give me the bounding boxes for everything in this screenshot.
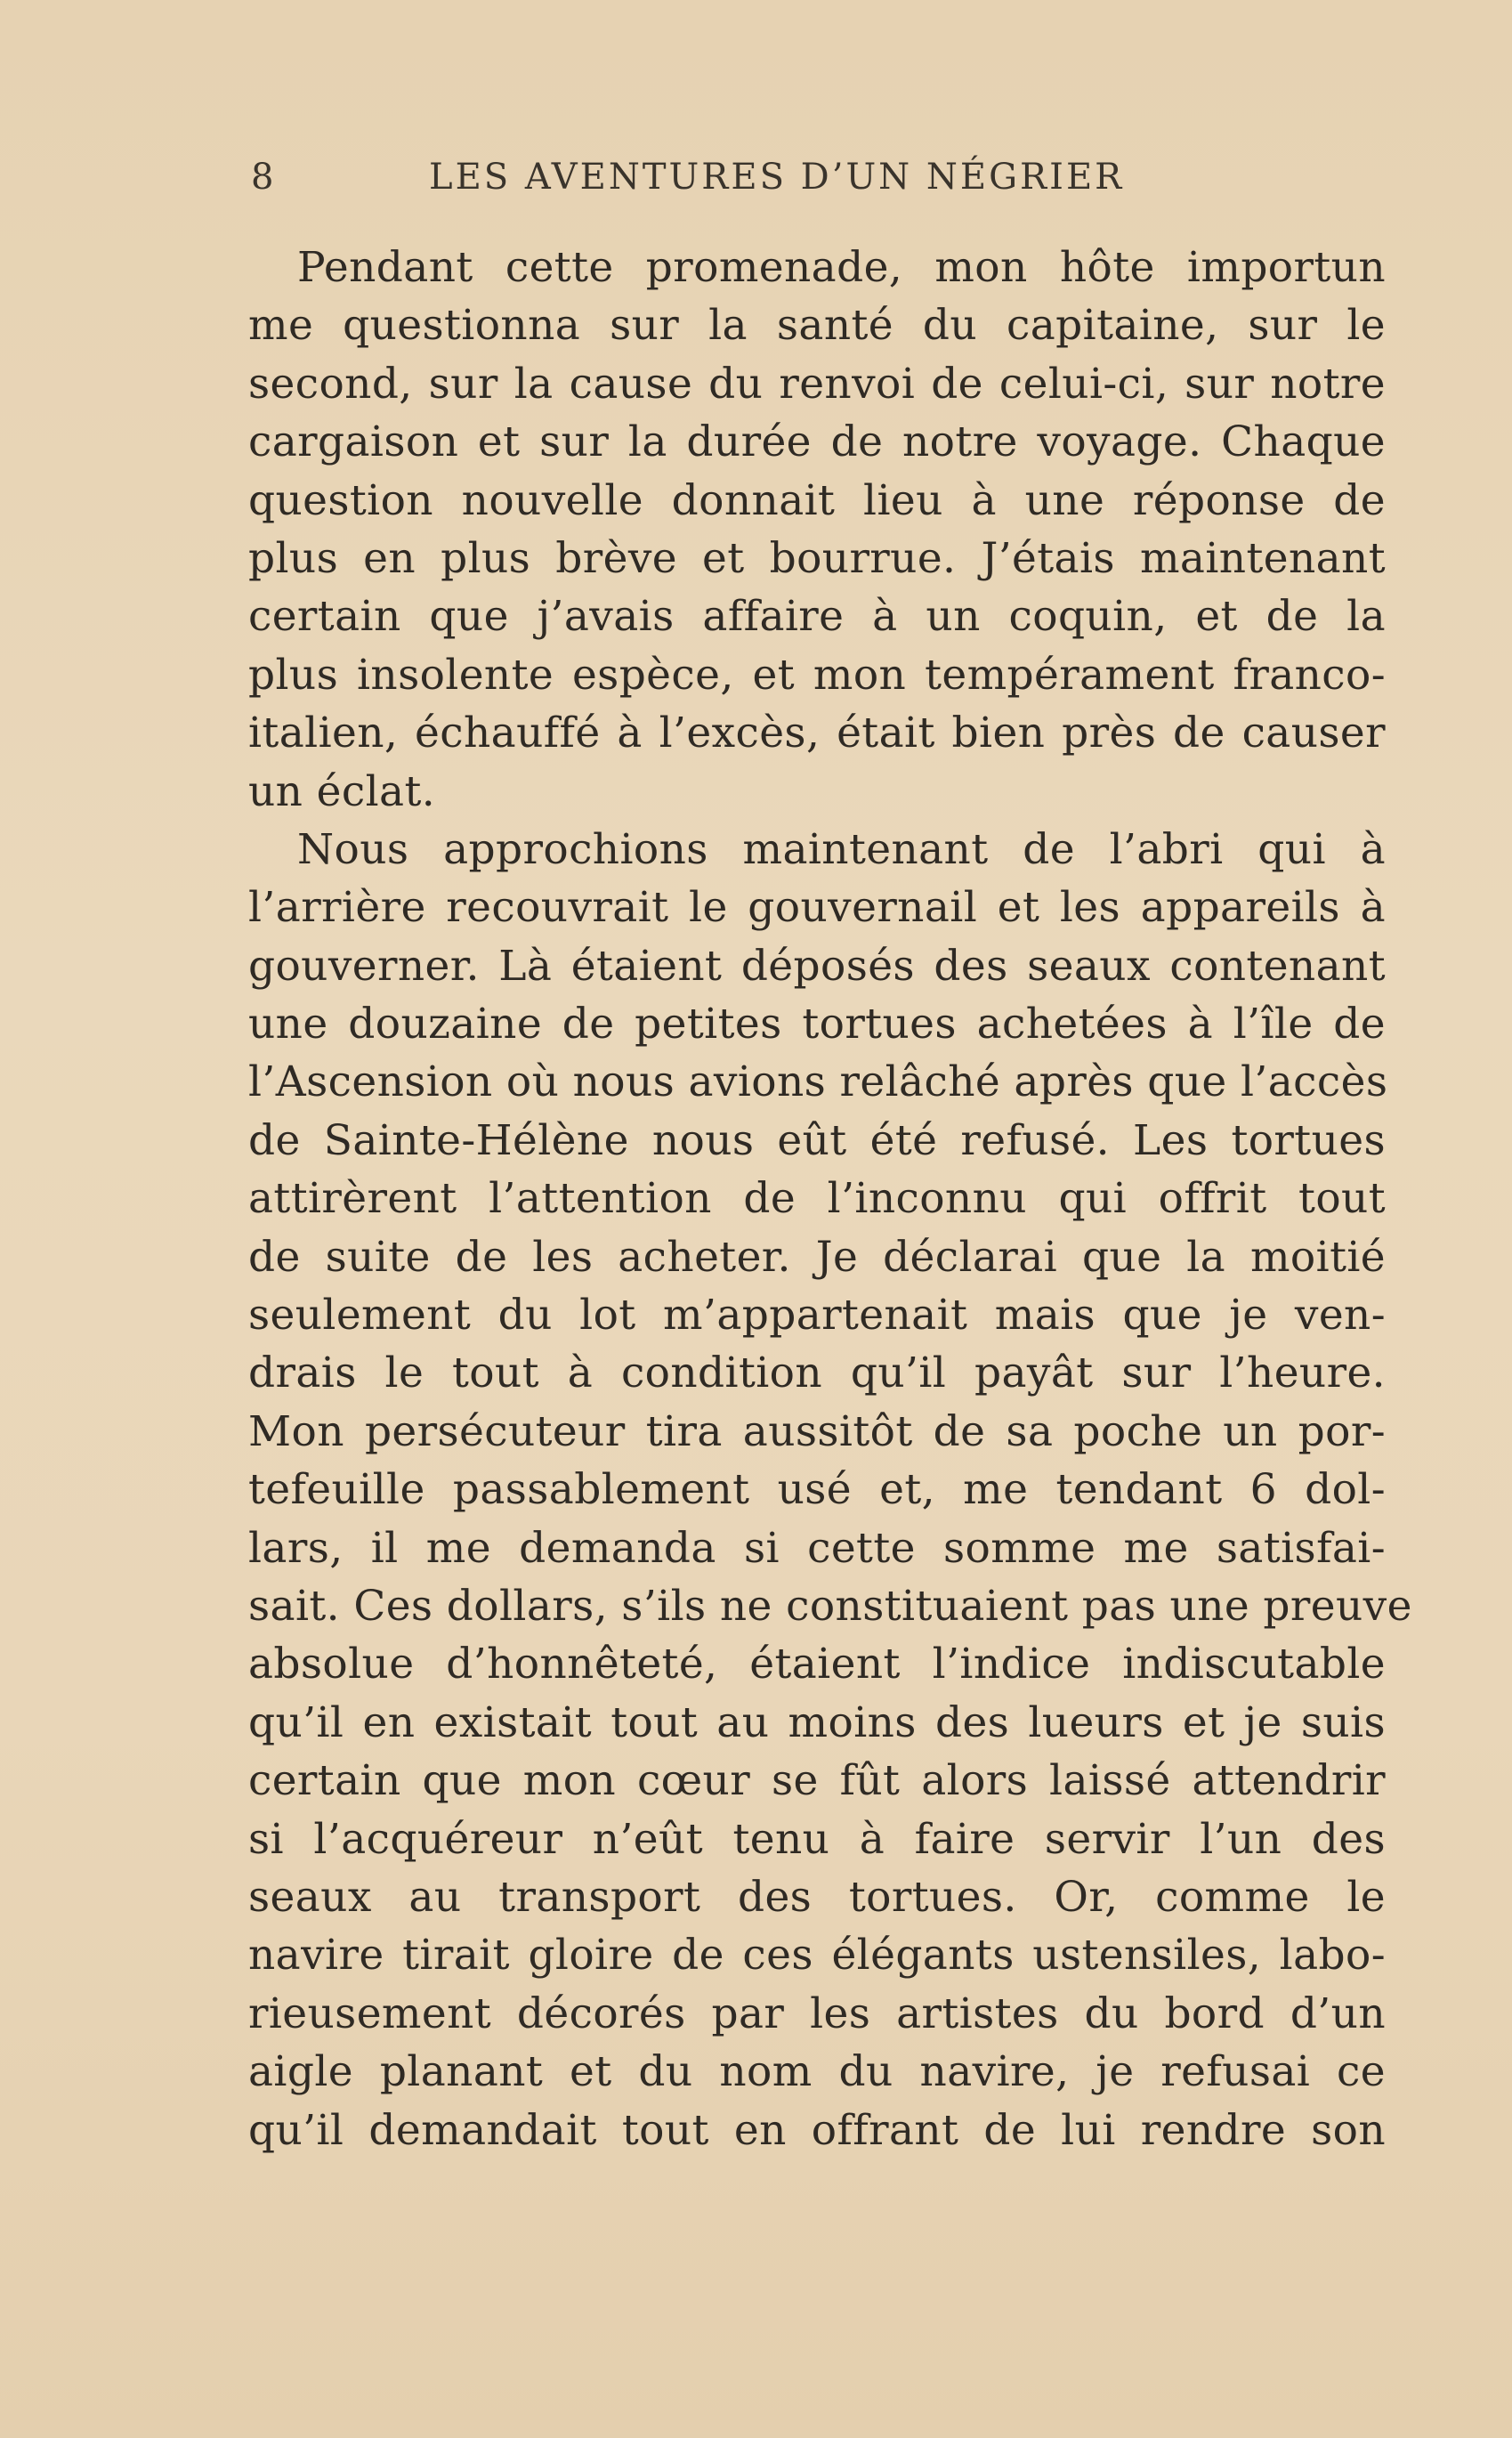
text-line: un éclat.	[248, 766, 436, 816]
text-line: l’arrière recouvrait le gouvernail et les appareils à	[248, 883, 1386, 933]
text-line: certain que mon cœur se fût alors laissé attendrir	[248, 1756, 1386, 1806]
text-line: me questionna sur la santé du capitaine, sur le	[248, 301, 1386, 351]
text-line: cargaison et sur la durée de notre voyage. Chaque	[248, 417, 1386, 467]
text-line: plus insolente espèce, et mon tempérament franco-	[248, 650, 1386, 700]
text-line: qu’il demandait tout en offrant de lui rendre son	[248, 2105, 1386, 2155]
text-line: lars, il me demanda si cette somme me satisfai-	[248, 1523, 1386, 1573]
text-line: si l’acquéreur n’eût tenu à faire servir l’un des	[248, 1814, 1386, 1864]
text-line: Pendant cette promenade, mon hôte importun	[297, 243, 1386, 292]
text-line: absolue d’honnêteté, étaient l’indice indiscutable	[248, 1640, 1386, 1689]
text-line: second, sur la cause du renvoi de celui-ci, sur notre	[248, 359, 1386, 409]
text-line: plus en plus brève et bourrue. J’étais maintenant	[248, 533, 1386, 583]
text-line: gouverner. Là étaient déposés des seaux contenant	[248, 941, 1386, 991]
text-line: seaux au transport des tortues. Or, comme le	[248, 1872, 1386, 1922]
text-line: Nous approchions maintenant de l’abri qui à	[297, 824, 1386, 874]
text-line: aigle planant et du nom du navire, je refusai ce	[248, 2047, 1386, 2097]
text-line: Mon persécuteur tira aussitôt de sa poche un por-	[248, 1406, 1386, 1456]
running-title: LES AVENTURES D’UN NÉGRIER	[429, 157, 1125, 198]
text-line: sait. Ces dollars, s’ils ne constituaient pas une preuve	[248, 1581, 1412, 1631]
text-line: de suite de les acheter. Je déclarai que la moitié	[248, 1232, 1386, 1282]
text-line: qu’il en existait tout au moins des lueurs et je suis	[248, 1697, 1386, 1747]
text-line: question nouvelle donnait lieu à une réponse de	[248, 475, 1386, 525]
text-line: de Sainte-Hélène nous eût été refusé. Les tortues	[248, 1115, 1386, 1165]
running-head	[251, 157, 1208, 205]
text-line: navire tirait gloire de ces élégants ustensiles, labo-	[248, 1931, 1386, 1980]
text-line: une douzaine de petites tortues achetées à l’île de	[248, 1000, 1386, 1049]
text-line: rieusement décorés par les artistes du bord d’un	[248, 1988, 1386, 2038]
text-line: l’Ascension où nous avions relâché après que l’accès	[248, 1057, 1388, 1107]
text-line: tefeuille passablement usé et, me tendant 6 dol-	[248, 1465, 1386, 1515]
text-line: drais le tout à condition qu’il payât sur l’heure.	[248, 1349, 1386, 1398]
text-line: italien, échauffé à l’excès, était bien près de causer	[248, 709, 1386, 758]
text-line: certain que j’avais affaire à un coquin, et de la	[248, 592, 1386, 642]
text-line: seulement du lot m’appartenait mais que je ven-	[248, 1291, 1386, 1340]
page-number: 8	[251, 157, 277, 198]
text-line: attirèrent l’attention de l’inconnu qui offrit tout	[248, 1174, 1386, 1224]
body-text	[248, 239, 1412, 2159]
